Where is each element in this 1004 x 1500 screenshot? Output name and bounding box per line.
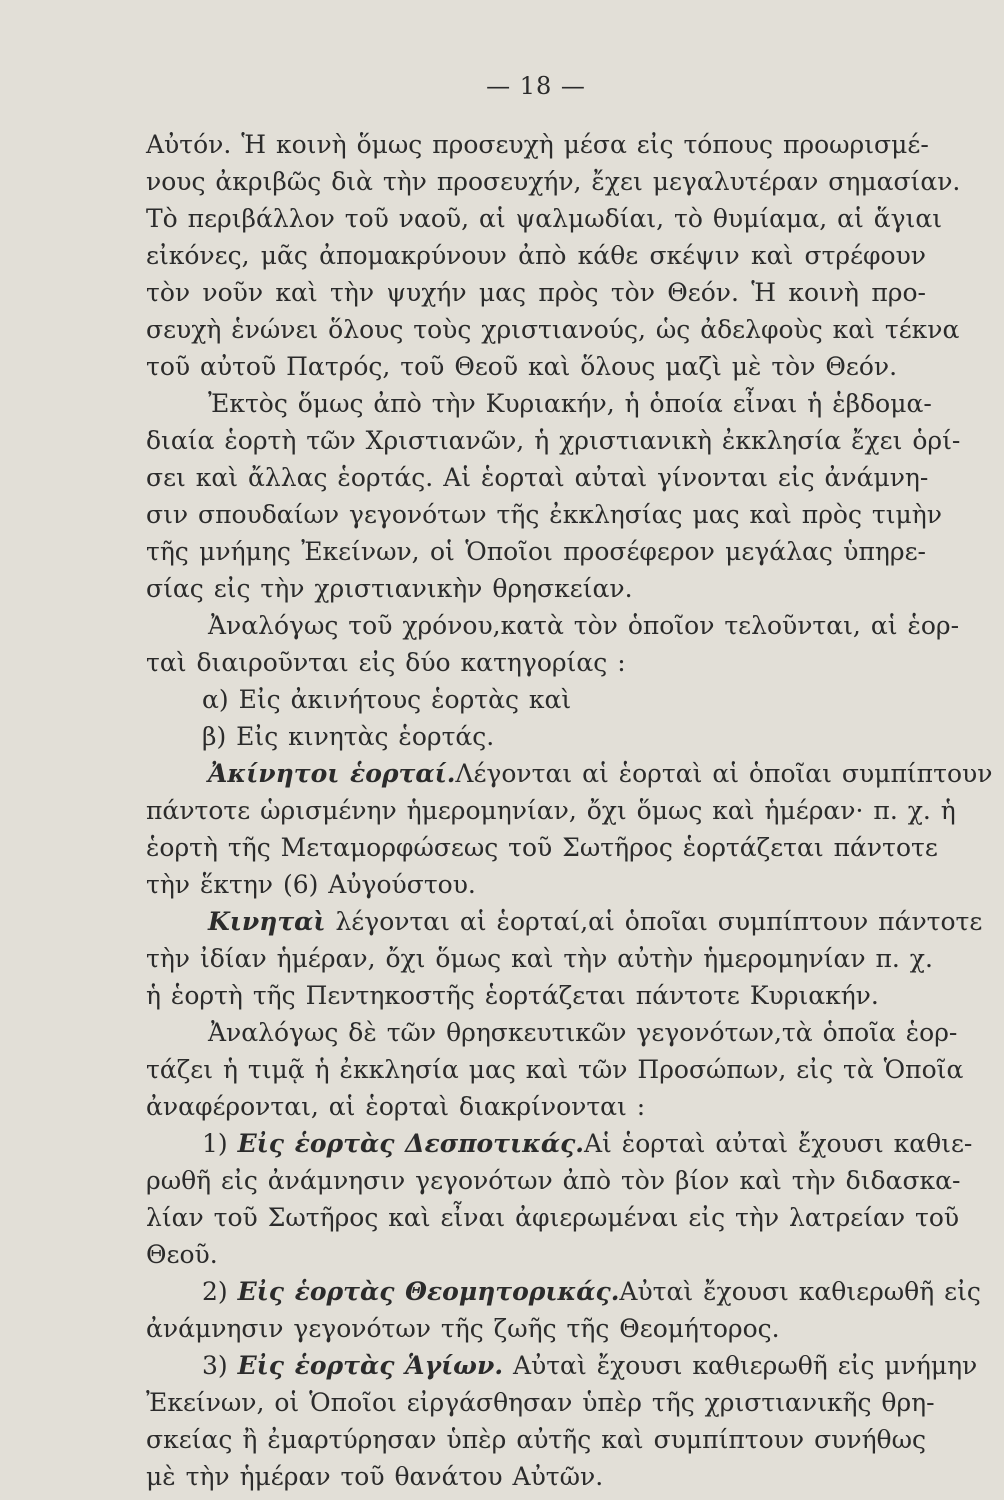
text-line: Θεοῦ. <box>146 1240 218 1269</box>
section-heading: Εἰς ἑορτὰς Θεομητορικάς. <box>237 1277 620 1306</box>
text-line: τὸν νοῦν καὶ τὴν ψυχήν μας πρὸς τὸν Θεόν. Ἡ κοινὴ προ- <box>146 278 926 307</box>
text-line: τῆς μνήμης Ἐκείνων, οἱ Ὁποῖοι προσέφερον μεγάλας ὑπηρε- <box>146 537 926 566</box>
text-line: ἑορτὴ τῆς Μεταμορφώσεως τοῦ Σωτῆρος ἑορτάζεται πάντοτε <box>146 833 938 862</box>
section-heading: Εἰς ἑορτὰς Δεσποτικάς. <box>237 1129 584 1158</box>
text-line: ρωθῆ εἰς ἀνάμνησιν γεγονότων ἀπὸ τὸν βίον καὶ τὴν διδασκα- <box>146 1166 961 1195</box>
text-line: λίαν τοῦ Σωτῆρος καὶ εἶναι ἀφιερωμέναι εἰς τὴν λατρείαν τοῦ <box>146 1203 960 1232</box>
list-item: α) Εἰς ἀκινήτους ἑορτὰς καὶ <box>202 685 572 714</box>
text-line: ταὶ διαιροῦνται εἰς δύο κατηγορίας : <box>146 648 626 677</box>
list-item: 1) Εἰς ἑορτὰς Δεσποτικάς.Αἱ ἑορταὶ αὐταὶ ἔχουσι καθιε- <box>202 1129 973 1158</box>
list-item: 2) Εἰς ἑορτὰς Θεομητορικάς.Αὐταὶ ἔχουσι καθιερωθῆ εἰς <box>202 1277 981 1306</box>
text-line: νους ἀκριβῶς διὰ τὴν προσευχήν, ἔχει μεγαλυτέραν σημασίαν. <box>146 167 961 196</box>
list-item: 3) Εἰς ἑορτὰς Ἁγίων. Αὐταὶ ἔχουσι καθιερωθῆ εἰς μνήμην <box>202 1351 978 1380</box>
text-line: τὴν ἕκτην (6) Αὐγούστου. <box>146 870 476 899</box>
text-line: εἰκόνες, μᾶς ἀπομακρύνουν ἀπὸ κάθε σκέψιν καὶ στρέφουν <box>146 241 926 270</box>
page-number: — 18 — <box>486 72 586 100</box>
text-line: τάζει ἡ τιμᾷ ἡ ἐκκλησία μας καὶ τῶν Προσώπων, εἰς τὰ Ὁποῖα <box>146 1055 964 1084</box>
text-line: σκείας ἢ ἐμαρτύρησαν ὑπὲρ αὐτῆς καὶ συμπίπτουν συνήθως <box>146 1425 926 1454</box>
text-line: σίας εἰς τὴν χριστιανικὴν θρησκείαν. <box>146 574 633 603</box>
text-line: ἀναφέρονται, αἱ ἑορταὶ διακρίνονται : <box>146 1092 646 1121</box>
text-line: μὲ τὴν ἡμέραν τοῦ θανάτου Αὐτῶν. <box>146 1462 604 1491</box>
list-item: β) Εἰς κινητὰς ἑορτάς. <box>202 722 495 751</box>
text-line: Ἐκτὸς ὅμως ἀπὸ τὴν Κυριακήν, ἡ ὁποία εἶναι ἡ ἑβδομα- <box>208 389 932 418</box>
text-line: Ἀκίνητοι ἑορταί.Λέγονται αἱ ἑορταὶ αἱ ὁποῖαι συμπίπτουν <box>208 759 993 788</box>
section-heading: Ἀκίνητοι ἑορταί. <box>208 759 456 788</box>
text-line: Κινηταὶ λέγονται αἱ ἑορταί,αἱ ὁποῖαι συμπίπτουν πάντοτε <box>208 907 983 936</box>
text-line: Ἀναλόγως τοῦ χρόνου,κατὰ τὸν ὁποῖον τελοῦνται, αἱ ἑορ- <box>208 611 960 640</box>
text-line: τὴν ἰδίαν ἡμέραν, ὄχι ὅμως καὶ τὴν αὐτὴν ἡμερομηνίαν π. χ. <box>146 944 933 973</box>
text-line: σει καὶ ἄλλας ἑορτάς. Αἱ ἑορταὶ αὐταὶ γίνονται εἰς ἀνάμνη- <box>146 463 929 492</box>
text-line: σιν σπουδαίων γεγονότων τῆς ἐκκλησίας μας καὶ πρὸς τιμὴν <box>146 500 942 529</box>
text-line: διαία ἑορτὴ τῶν Χριστιανῶν, ἡ χριστιανικὴ ἐκκλησία ἔχει ὁρί- <box>146 426 961 455</box>
text-line: Τὸ περιβάλλον τοῦ ναοῦ, αἱ ψαλμωδίαι, τὸ θυμίαμα, αἱ ἅγιαι <box>146 204 943 233</box>
section-heading: Κινηταὶ <box>208 907 326 936</box>
text-line: ἡ ἑορτὴ τῆς Πεντηκοστῆς ἑορτάζεται πάντοτε Κυριακήν. <box>146 981 879 1010</box>
section-heading: Εἰς ἑορτὰς Ἁγίων. <box>237 1351 504 1380</box>
text-line: Ἐκείνων, οἱ Ὁποῖοι εἰργάσθησαν ὑπὲρ τῆς χριστιανικῆς θρη- <box>146 1388 935 1417</box>
text-body <box>146 126 993 1495</box>
text-line: ἀνάμνησιν γεγονότων τῆς ζωῆς τῆς Θεομήτορος. <box>146 1314 780 1343</box>
text-line: Αὐτόν. Ἡ κοινὴ ὅμως προσευχὴ μέσα εἰς τόπους προωρισμέ- <box>146 130 929 159</box>
text-line: σευχὴ ἑνώνει ὅλους τοὺς χριστιανούς, ὡς ἀδελφοὺς καὶ τέκνα <box>146 315 960 344</box>
text-line: πάντοτε ὡρισμένην ἡμερομηνίαν, ὄχι ὅμως καὶ ἡμέραν· π. χ. ἡ <box>146 796 956 825</box>
text-line: τοῦ αὐτοῦ Πατρός, τοῦ Θεοῦ καὶ ὅλους μαζὶ μὲ τὸν Θεόν. <box>146 352 898 381</box>
text-line: Ἀναλόγως δὲ τῶν θρησκευτικῶν γεγονότων,τὰ ὁποῖα ἑορ- <box>208 1018 958 1047</box>
